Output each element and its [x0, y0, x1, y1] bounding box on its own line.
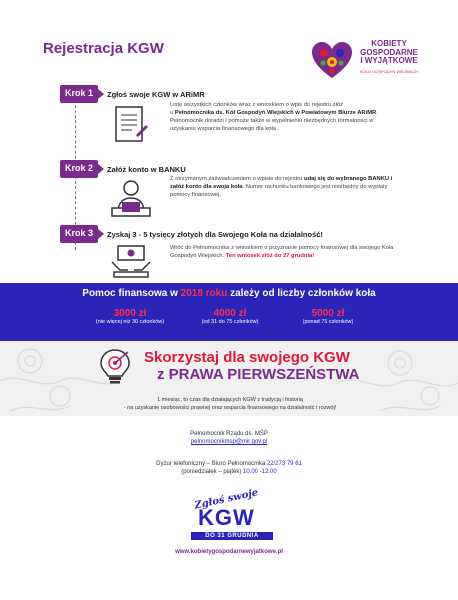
step-2-title: Załóż konto w BANKU: [107, 165, 186, 174]
phone-label: Dyżur telefoniczny – Biuro Pełnomocnika: [156, 461, 267, 467]
step-2-text-bold: udaj się do wybranego BANKU i załóż konto dla swoja koła: [170, 176, 393, 190]
step-3-title: Zyskaj 3 - 5 tysięcy złotych dla Swojego Koła na działalność!: [107, 230, 323, 239]
step-1-text-b: u: [170, 110, 175, 116]
logo-line-1: KOBIETY: [371, 39, 407, 48]
banner-heading-c: zależy od liczby członków koła: [227, 288, 376, 299]
web-prefix: www.: [175, 549, 191, 555]
hours-label: (poniedziałek – piątek): [181, 469, 243, 475]
logo-line-4: KOŁO GOSPODYŃ WIEJSKICH: [359, 68, 419, 74]
amount-3-value: 5000 zł: [311, 308, 345, 319]
cta-badge: [184, 487, 284, 554]
step-2-text-c: . Numer rachunku bankowego jest niezbędny do wypłaty pomocy finansowej.: [170, 184, 388, 198]
phone-block: [0, 460, 458, 476]
logo-line-3: I WYJĄTKOWE: [360, 56, 418, 65]
step-1-text-a: Listę wszystkich członków wraz z wnioskiem o wpis do rejestru złóż: [170, 102, 343, 108]
contact-email-link[interactable]: pelnomocnikmsp@mir.gov.pl: [190, 439, 268, 445]
step-3-badge: Krok 3: [60, 225, 98, 243]
amount-2-value: 4000 zł: [213, 308, 247, 319]
promo-line-2: z PRAWA PIERWSZEŃSTWA: [157, 366, 360, 383]
cta-big: KGW: [198, 505, 255, 530]
hours-value: 10.00 -12.00: [243, 469, 277, 475]
page-title: Rejestracja KGW: [43, 40, 164, 57]
amount-1-sub: (nie więcej niż 30 członków): [95, 319, 165, 325]
amount-3-sub: (ponad 75 członków): [302, 319, 354, 325]
step-1-text: [170, 101, 400, 133]
banner-heading: [0, 288, 458, 299]
logo: [312, 40, 422, 84]
step-1-text-d: . Pełnomocnik doradzi i pomoże także w wypełnieniu niezbędnych formalności w uzyskaniu wsparcia finansowego dla koła .: [170, 110, 378, 132]
document-form-icon: [110, 105, 150, 147]
amount-2-sub: (od 31 do 75 członków): [201, 319, 259, 325]
lightbulb-target-icon: [95, 346, 135, 386]
banner-heading-year: 2018 roku: [180, 288, 228, 299]
step-3-text-a: Wróć do Pełnomocnika z wnioskiem o przyznanie pomocy finansowej dla swojego Koła Gospodyń Wiejskich.: [170, 245, 394, 259]
promo-description: [70, 397, 390, 412]
contact-block: [0, 430, 458, 446]
web-suffix: .pl: [275, 549, 283, 555]
banner-heading-a: Pomoc finansowa w: [82, 288, 181, 299]
step-1-badge: Krok 1: [60, 85, 98, 103]
cta-script: Zgłoś swoje: [193, 487, 260, 512]
step-1-title: Zgłoś swoje KGW w ARiMR: [107, 90, 205, 99]
promo-desc-1: 1 miesiąc, to czas dla działających KGW z tradycją i historią: [157, 397, 303, 403]
heart-logo-icon: [312, 42, 352, 80]
contact-name: Pełnomocnik Rządu ds. MŚP: [190, 431, 268, 437]
bank-clerk-icon: [110, 178, 152, 220]
step-2-badge: Krok 2: [60, 160, 98, 178]
promo-desc-2: - na uzyskanie osobowości prawnej oraz wsparcia finansowego na działalność i rozwój!: [123, 404, 337, 411]
promo-line-1: Skorzystaj dla swojego KGW: [144, 349, 350, 366]
web-domain: kobietygospodarnewyjatkowe: [190, 549, 276, 555]
logo-line-2: GOSPODARNE: [360, 47, 418, 57]
funding-banner: [0, 283, 458, 341]
step-1-text-bold: Pełnomocnika ds. Kół Gospodyń Wiejskich w Powiatowym Biurze ARiMR: [174, 110, 377, 116]
cta-deadline: DO 31 GRUDNIA: [191, 532, 273, 540]
step-2-text-a: Z otrzymanym zaświadczeniem o wpisie do rejestru: [170, 176, 305, 182]
step-3-deadline: Ten wniosek złóż do 27 grudnia!: [225, 253, 315, 259]
amount-1-value: 3000 zł: [113, 308, 147, 319]
website-link[interactable]: [0, 549, 458, 555]
amount-3: [268, 308, 388, 325]
money-hands-icon: [110, 244, 152, 280]
step-2-text: [170, 175, 400, 199]
step-3-text: [170, 244, 400, 260]
phone-number[interactable]: 22/273 79 61: [266, 461, 302, 467]
